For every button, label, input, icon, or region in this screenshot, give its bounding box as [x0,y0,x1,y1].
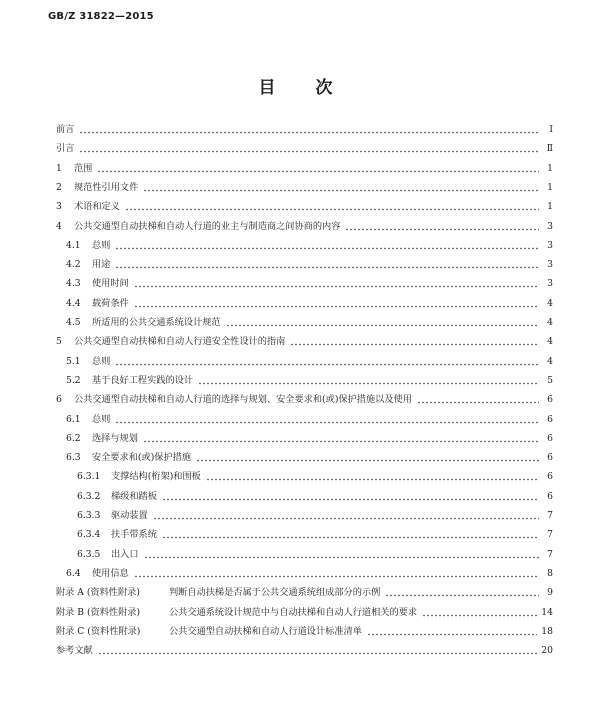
toc-entry-title: 驱动装置 [111,510,148,521]
toc-entry-number: 5.2 [66,375,81,386]
toc-entry-page-number: 4 [547,298,553,309]
toc-leader-dots [385,587,539,597]
toc-entry-title: 扶手带系统 [111,529,157,540]
toc-entry-number: 3 [56,201,62,212]
toc-entry-title: 公共交通型自动扶梯和自动人行道设计标准清单 [169,626,362,637]
toc-entry[interactable] [77,508,553,522]
toc-entry-title: 所适用的公共交通系统设计规范 [92,317,221,328]
toc-entry[interactable] [66,257,553,271]
toc-entry-title: 参考文献 [56,645,93,656]
toc-entry[interactable] [77,489,553,503]
toc-entry-title: 公共交通型自动扶梯和自动人行道安全性设计的指南 [74,336,286,347]
toc-entry-number: 附录 C (资料性附录) [56,626,141,637]
toc-leader-dots [143,182,539,192]
toc-entry-page-number: 3 [547,278,553,289]
toc-entry-page-number: 3 [547,221,553,232]
toc-leader-dots [162,529,539,539]
toc-entry-page-number: 9 [547,587,553,598]
toc-entry[interactable] [56,219,553,233]
toc-leader-dots [153,510,539,520]
toc-entry-title: 出入口 [111,549,139,560]
toc-entry-number: 6.3 [66,452,81,463]
toc-entry-number: 4.4 [66,298,81,309]
toc-entry-page-number: 6 [547,414,553,425]
page-title [0,73,593,98]
toc-entry[interactable] [56,180,553,194]
toc-leader-dots [97,163,539,173]
toc-entry[interactable] [56,161,553,175]
toc-entry-number: 6.3.4 [77,529,101,540]
toc-leader-dots [79,143,539,153]
toc-leader-dots [115,414,539,424]
toc-entry-number: 5 [56,336,62,347]
toc-entry-title: 使用信息 [92,568,129,579]
toc-entry-number: 附录 B (资料性附录) [56,607,141,618]
toc-entry[interactable] [56,141,553,155]
toc-entry-number: 附录 A (资料性附录) [56,587,140,598]
toc-leader-dots [345,221,539,231]
toc-entry-number: 4 [56,221,62,232]
toc-entry-page-number: 4 [547,356,553,367]
toc-entry-page-number: 3 [547,259,553,270]
toc-entry-page-number: 14 [541,607,553,618]
toc-entry-page-number: 6 [547,452,553,463]
toc-entry-title: 判断自动扶梯是否属于公共交通系统组成部分的示例 [169,587,381,598]
title-char-2: 次 [315,78,335,98]
toc-entry-title: 规范性引用文件 [74,182,139,193]
toc-entry[interactable] [66,450,553,464]
toc-entry[interactable] [66,276,553,290]
toc-leader-dots [367,626,537,636]
toc-leader-dots [422,607,537,617]
toc-leader-dots [206,471,539,481]
toc-leader-dots [226,317,539,327]
toc-entry-number: 6.3.2 [77,491,101,502]
toc-entry[interactable] [56,624,553,638]
toc-entry[interactable] [66,412,553,426]
toc-entry-title: 安全要求和(或)保护措施 [92,452,192,463]
toc-entry-page-number: 20 [541,645,553,656]
toc-entry-number: 5.1 [66,356,81,367]
toc-entry-number: 6.2 [66,433,81,444]
toc-entry[interactable] [56,643,553,657]
toc-entry-title: 基于良好工程实践的设计 [92,375,194,386]
toc-entry[interactable] [77,547,553,561]
toc-entry[interactable] [77,527,553,541]
toc-entry-title: 公共交通型自动扶梯和自动人行道的业主与制造商之间协商的内容 [74,221,341,232]
toc-entry-number: 6.3.3 [77,510,101,521]
toc-entry[interactable] [66,373,553,387]
toc-entry[interactable] [56,585,553,599]
toc-entry[interactable] [56,199,553,213]
toc-entry[interactable] [66,354,553,368]
toc-leader-dots [290,336,539,346]
toc-entry-page-number: 3 [547,240,553,251]
toc-leader-dots [134,298,539,308]
toc-entry-page-number: 5 [547,375,553,386]
toc-leader-dots [79,124,539,134]
toc-entry-page-number: 7 [547,549,553,560]
toc-leader-dots [144,549,539,559]
title-char-1: 目 [258,78,278,98]
toc-entry-title: 范围 [74,163,93,174]
toc-entry-title: 支撑结构(桁架)和围板 [111,471,201,482]
toc-entry[interactable] [56,122,553,136]
toc-entry-number: 4.2 [66,259,81,270]
toc-entry-page-number: 7 [547,510,553,521]
standard-code: GB/Z 31822—2015 [48,11,154,22]
toc-entry-title: 公共交通系统设计规范中与自动扶梯和自动人行道相关的要求 [169,607,418,618]
toc-leader-dots [115,259,539,269]
toc-entry-number: 6 [56,394,62,405]
toc-entry-number: 4.3 [66,278,81,289]
toc-entry-page-number: 8 [547,568,553,579]
toc-entry[interactable] [77,469,553,483]
toc-entry-page-number: 7 [547,529,553,540]
toc-leader-dots [98,645,538,655]
toc-entry-title: 总则 [92,414,111,425]
toc-leader-dots [115,356,539,366]
toc-leader-dots [134,278,539,288]
toc-leader-dots [125,201,539,211]
toc-entry-number: 1 [56,163,62,174]
toc-entry-number: 6.3.1 [77,471,101,482]
toc-entry-page-number: 6 [547,394,553,405]
toc-entry-page-number: Ⅱ [546,143,553,154]
toc-entry-number: 2 [56,182,62,193]
toc-entry-number: 6.4 [66,568,81,579]
toc-entry-page-number: 1 [547,163,553,174]
toc-entry-title: 引言 [56,143,75,154]
toc-entry-title: 梯级和踏板 [111,491,157,502]
toc-entry-number: 6.1 [66,414,81,425]
toc-entry-page-number: 6 [547,471,553,482]
toc-entry[interactable] [66,431,553,445]
toc-entry-number: 4.5 [66,317,81,328]
toc-entry-page-number: 4 [547,336,553,347]
toc-entry[interactable] [66,296,553,310]
toc-entry-number: 4.1 [66,240,81,251]
toc-entry-title: 使用时间 [92,278,129,289]
toc-leader-dots [115,240,539,250]
toc-entry-title: 选择与规划 [92,433,138,444]
toc-entry-page-number: 1 [547,182,553,193]
toc-entry-title: 载荷条件 [92,298,129,309]
toc-leader-dots [143,433,539,443]
toc-entry-title: 用途 [92,259,111,270]
toc-leader-dots [162,491,539,501]
toc-leader-dots [196,452,539,462]
toc-entry-title: 术语和定义 [74,201,120,212]
toc-entry-title: 公共交通型自动扶梯和自动人行道的选择与规划、安全要求和(或)保护措施以及使用 [74,394,412,405]
toc-entry[interactable] [56,392,553,406]
toc-leader-dots [134,568,539,578]
toc-entry[interactable] [66,238,553,252]
toc-entry-number: 6.3.5 [77,549,101,560]
toc-entry-title: 前言 [56,124,75,135]
toc-entry-title: 总则 [92,356,111,367]
toc-entry[interactable] [56,605,553,619]
toc-leader-dots [417,394,539,404]
toc-entry[interactable] [66,315,553,329]
toc-leader-dots [198,375,539,385]
toc-entry-page-number: 4 [547,317,553,328]
toc-entry[interactable] [56,334,553,348]
toc-entry-page-number: Ⅰ [549,124,553,135]
toc-entry-page-number: 6 [547,433,553,444]
toc-entry-page-number: 6 [547,491,553,502]
toc-entry-page-number: 18 [541,626,553,637]
toc-entry-title: 总则 [92,240,111,251]
toc-entry-page-number: 1 [547,201,553,212]
toc-entry[interactable] [66,566,553,580]
